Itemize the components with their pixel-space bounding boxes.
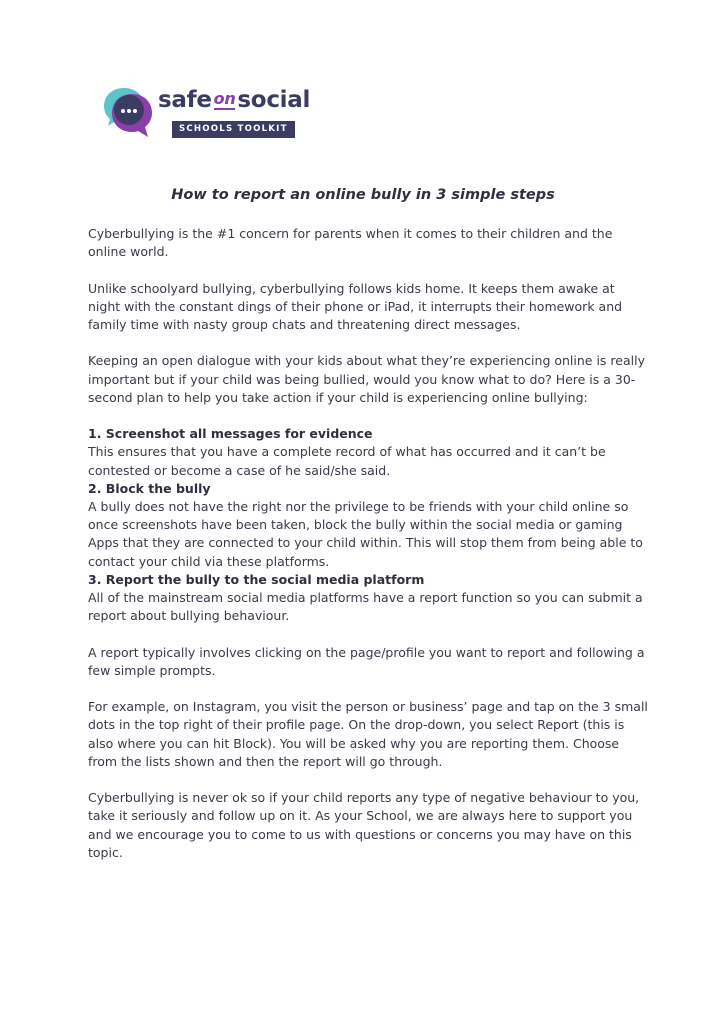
intro-paragraph: Unlike schoolyard bullying, cyberbullying follows kids home. It keeps them awake at night with the constant dings of their phone or iPad, it interrupts their homework and family time with nasty group chats and threatening direct messages. (88, 280, 623, 332)
intro-paragraph: Keeping an open dialogue with your kids about what they’re experiencing online is really important but if your child was being bullied, would you know what to do? Here is a 30-second plan to help you take action if your child is experiencing online bullying: (88, 353, 645, 405)
step-title: 1. Screenshot all messages for evidence (88, 426, 373, 442)
step-body: A bully does not have the right nor the privilege to be friends with your child online so once screenshots have been taken, block the bully within the social media or gaming Apps that they are connected to your child within. This will stop them from being able to contact your child via these platforms. (88, 499, 643, 569)
schools-toolkit-badge: SCHOOLS TOOLKIT (172, 121, 295, 138)
step-body: This ensures that you have a complete record of what has occurred and it can’t be contested or become a case of he said/she said. (88, 444, 606, 478)
closing-paragraph: A report typically involves clicking on the page/profile you want to report and following a few simple prompts. (88, 644, 645, 678)
intro-paragraph: Cyberbullying is the #1 concern for parents when it comes to their children and the online world. (88, 226, 613, 260)
closing-paragraph: Cyberbullying is never ok so if your child reports any type of negative behaviour to you, take it seriously and follow up on it. As your School, we are always here to support you and we encourage you to come to us with questions or concerns you may have on this topic. (88, 790, 640, 860)
document-body (88, 225, 648, 880)
brand-logo (104, 86, 311, 146)
closing-paragraph: For example, on Instagram, you visit the person or business’ page and tap on the 3 small dots in the top right of their profile page. On the drop-down, you select Report (this is also where you can hit Block). You will be asked why you are reporting them. Choose from the lists shown and then the report will go through. (88, 699, 648, 769)
brand-word-safe: safe (158, 87, 212, 113)
step-title: 2. Block the bully (88, 480, 211, 496)
step-title: 3. Report the bully to the social media platform (88, 571, 425, 587)
step-body: All of the mainstream social media platforms have a report function so you can submit a report about bullying behaviour. (88, 590, 643, 624)
brand-word-on: on (213, 89, 236, 108)
brand-word-social: social (237, 87, 311, 113)
brand-wordmark (158, 86, 310, 116)
chat-bubbles-icon (104, 86, 154, 140)
document-title: How to report an online bully in 3 simple steps (171, 187, 555, 203)
